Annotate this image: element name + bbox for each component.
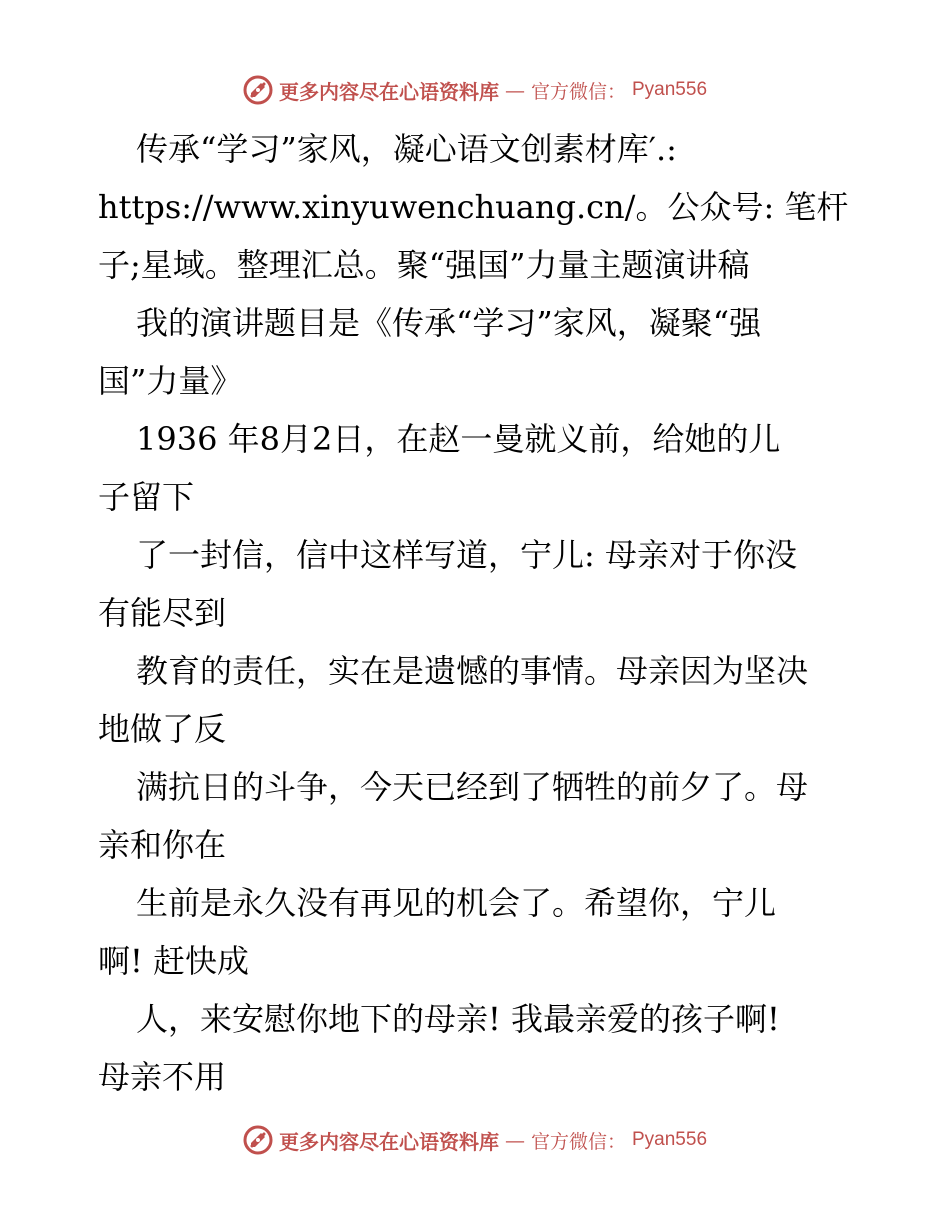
text-line: 生前是永久没有再见的机会了。希望你，宁儿 <box>136 884 777 922</box>
header-banner <box>0 70 950 110</box>
pen-logo-icon <box>243 75 273 105</box>
banner-wechat-label: 官方微信： <box>530 80 626 103</box>
text-line: 教育的责任，实在是遗憾的事情。母亲因为坚决 <box>136 652 809 690</box>
text-line: 有能尽到 <box>98 594 227 632</box>
banner-wechat-id: Pyan556 <box>632 1129 708 1150</box>
banner-dash: — <box>504 1128 525 1152</box>
text-line: 母亲不用 <box>98 1058 227 1096</box>
text-line: 亲和你在 <box>98 826 227 864</box>
banner-title: 更多内容尽在心语资料库 <box>278 1129 499 1154</box>
text-line: 子留下 <box>98 478 195 516</box>
text-line: 满抗日的斗争，今天已经到了牺牲的前夕了。母 <box>136 768 809 806</box>
banner-wechat-label: 官方微信： <box>530 1130 626 1153</box>
text-line: 传承“学习”家风，凝心语文创素材库′.: <box>136 130 677 168</box>
pen-logo-icon <box>243 1125 273 1155</box>
text-line: 了一封信，信中这样写道，宁儿: 母亲对于你没 <box>136 536 797 574</box>
text-line: 我的演讲题目是《传承“学习”家风，凝聚“强 <box>136 304 762 342</box>
banner-dash: — <box>504 78 525 102</box>
text-line: 1936 年8月2日，在赵一曼就义前，给她的儿 <box>136 420 781 458</box>
text-line: 人，来安慰你地下的母亲! 我最亲爱的孩子啊! <box>136 1000 780 1038</box>
text-line: https://www.xinyuwenchuang.cn/。公众号: 笔杆 <box>98 188 849 226</box>
document-body <box>98 120 858 1106</box>
banner-title: 更多内容尽在心语资料库 <box>278 79 499 104</box>
banner-wechat-id: Pyan556 <box>632 79 708 100</box>
text-line: 子;星域。整理汇总。聚“强国”力量主题演讲稿 <box>98 246 750 284</box>
text-line: 国”力量》 <box>98 362 243 400</box>
footer-banner <box>0 1120 950 1160</box>
text-line: 地做了反 <box>98 710 227 748</box>
text-line: 啊! 赶快成 <box>98 942 250 980</box>
